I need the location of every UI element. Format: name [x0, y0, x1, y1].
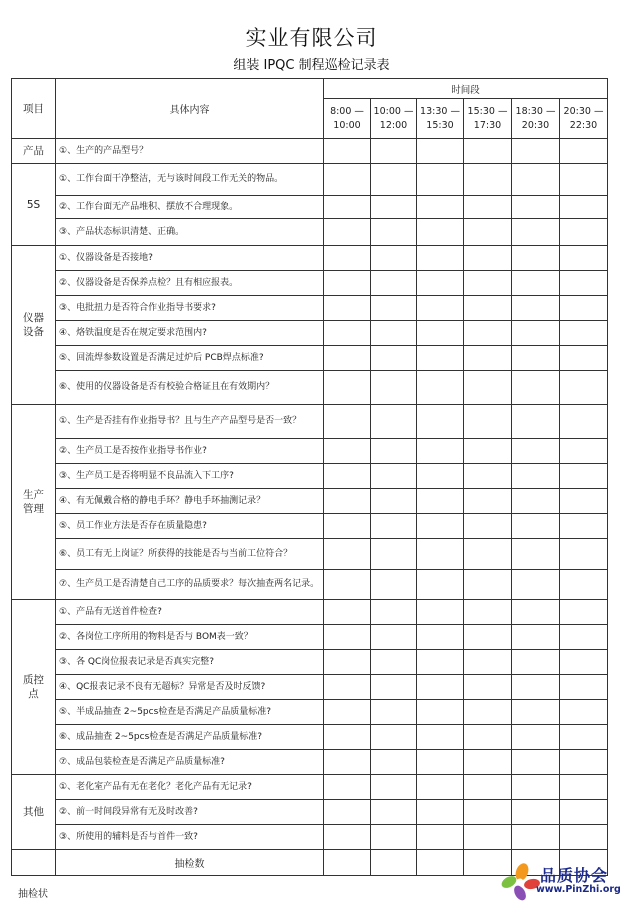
record-cell[interactable] [560, 625, 608, 650]
check-item: ②、前一时间段异常有无及时改善? [56, 800, 324, 825]
record-cell[interactable] [560, 775, 608, 800]
check-item: ⑦、成品包装检查是否满足产品质量标准? [56, 750, 324, 775]
record-cell[interactable] [512, 625, 560, 650]
check-item: ④、QC报表记录不良有无超标？异常是否及时反馈? [56, 675, 324, 700]
record-cell[interactable] [417, 775, 464, 800]
record-cell[interactable] [560, 321, 608, 346]
time-slot: 15:30 — 17:30 [464, 99, 512, 139]
record-cell[interactable] [512, 725, 560, 750]
record-cell[interactable] [371, 625, 417, 650]
record-cell[interactable] [371, 570, 417, 600]
record-cell[interactable] [464, 271, 512, 296]
record-cell[interactable] [560, 600, 608, 625]
table-row [12, 625, 608, 650]
section-label [12, 139, 56, 164]
section-label-text: 其他 [23, 806, 44, 818]
record-cell[interactable] [560, 514, 608, 539]
record-cell[interactable] [417, 570, 464, 600]
record-cell[interactable] [512, 539, 560, 570]
record-cell[interactable] [324, 825, 371, 850]
record-cell[interactable] [560, 489, 608, 514]
record-cell[interactable] [464, 246, 512, 271]
record-cell[interactable] [417, 405, 464, 439]
record-cell[interactable] [371, 514, 417, 539]
record-cell[interactable] [512, 164, 560, 196]
record-cell[interactable] [417, 725, 464, 750]
check-item: ①、生产是否挂有作业指导书？且与生产产品型号是否一致？ [56, 405, 324, 439]
record-cell[interactable] [371, 775, 417, 800]
record-cell[interactable] [560, 725, 608, 750]
section-label [12, 775, 56, 850]
check-item: ①、生产的产品型号？ [56, 139, 324, 164]
record-cell[interactable] [560, 650, 608, 675]
record-cell[interactable] [417, 539, 464, 570]
record-cell[interactable] [324, 700, 371, 725]
record-cell[interactable] [560, 196, 608, 219]
table-row [12, 321, 608, 346]
record-cell[interactable] [371, 164, 417, 196]
table-row [12, 750, 608, 775]
record-cell[interactable] [417, 600, 464, 625]
check-item: ⑥、员工有无上岗证？所获得的技能是否与当前工位符合？ [56, 539, 324, 570]
record-cell[interactable] [324, 775, 371, 800]
record-cell[interactable] [417, 675, 464, 700]
check-item: ⑥、成品抽查 2~5pcs检查是否满足产品质量标准? [56, 725, 324, 750]
record-cell[interactable] [417, 489, 464, 514]
table-row [12, 514, 608, 539]
section-label [12, 600, 56, 775]
table-row [12, 346, 608, 371]
table-row [12, 600, 608, 625]
record-cell[interactable] [324, 489, 371, 514]
record-cell[interactable] [512, 489, 560, 514]
table-row [12, 675, 608, 700]
record-cell[interactable] [560, 405, 608, 439]
table-row [12, 489, 608, 514]
record-cell[interactable] [417, 439, 464, 464]
section-label-text: 产品 [23, 145, 44, 157]
record-cell[interactable] [371, 196, 417, 219]
record-cell[interactable] [417, 271, 464, 296]
section-label [12, 405, 56, 600]
table-row [12, 650, 608, 675]
record-cell[interactable] [464, 675, 512, 700]
record-cell[interactable] [464, 800, 512, 825]
record-cell[interactable] [560, 539, 608, 570]
table-row [12, 464, 608, 489]
record-cell[interactable] [371, 600, 417, 625]
check-item: ②、生产员工是否按作业指导书作业? [56, 439, 324, 464]
table-row [12, 296, 608, 321]
table-row [12, 725, 608, 750]
record-cell[interactable] [464, 405, 512, 439]
record-cell[interactable] [417, 196, 464, 219]
record-cell[interactable] [417, 464, 464, 489]
record-cell[interactable] [464, 650, 512, 675]
record-cell[interactable] [324, 725, 371, 750]
record-cell[interactable] [464, 539, 512, 570]
check-item: ⑤、回流焊参数设置是否满足过炉后 PCB焊点标准? [56, 346, 324, 371]
inspection-table [11, 78, 608, 876]
record-cell[interactable] [512, 775, 560, 800]
record-cell[interactable] [417, 825, 464, 850]
table-row [12, 164, 608, 196]
record-cell[interactable] [324, 164, 371, 196]
record-cell[interactable] [464, 164, 512, 196]
check-item: ⑦、生产员工是否清楚自己工序的品质要求？每次抽查两名记录。 [56, 570, 324, 600]
record-cell[interactable] [512, 750, 560, 775]
check-item: ③、所使用的辅料是否与首件一致? [56, 825, 324, 850]
record-cell[interactable] [324, 514, 371, 539]
record-cell[interactable] [371, 321, 417, 346]
record-cell[interactable] [464, 514, 512, 539]
record-cell[interactable] [417, 164, 464, 196]
record-cell[interactable] [324, 371, 371, 405]
check-item: ①、老化室产品有无在老化？老化产品有无记录? [56, 775, 324, 800]
record-cell[interactable] [512, 321, 560, 346]
section-label-text: 仪器设备 [23, 312, 44, 338]
record-cell[interactable] [464, 625, 512, 650]
sample-count-cell[interactable] [417, 850, 464, 876]
time-slot: 18:30 — 20:30 [512, 99, 560, 139]
record-cell[interactable] [371, 700, 417, 725]
record-cell[interactable] [324, 675, 371, 700]
record-cell[interactable] [324, 750, 371, 775]
record-cell[interactable] [371, 271, 417, 296]
table-row [12, 371, 608, 405]
record-cell[interactable] [512, 346, 560, 371]
record-cell[interactable] [560, 800, 608, 825]
record-cell[interactable] [512, 139, 560, 164]
record-cell[interactable] [512, 371, 560, 405]
record-cell[interactable] [417, 346, 464, 371]
check-item: ①、产品有无送首件检查? [56, 600, 324, 625]
record-cell[interactable] [512, 650, 560, 675]
record-cell[interactable] [512, 246, 560, 271]
footer-note: 抽检状 [18, 889, 48, 900]
record-cell[interactable] [324, 570, 371, 600]
table-row [12, 196, 608, 219]
record-cell[interactable] [560, 825, 608, 850]
logo-url: www.PinZhi.org [536, 884, 621, 895]
section-label [12, 164, 56, 246]
record-cell[interactable] [464, 296, 512, 321]
record-cell[interactable] [512, 800, 560, 825]
record-cell[interactable] [560, 296, 608, 321]
record-cell[interactable] [464, 750, 512, 775]
record-cell[interactable] [560, 271, 608, 296]
record-cell[interactable] [560, 750, 608, 775]
sample-count-label: 抽检数 [56, 850, 324, 876]
section-label-text: 生产管理 [23, 489, 44, 515]
record-cell[interactable] [371, 650, 417, 675]
record-cell[interactable] [417, 219, 464, 246]
record-cell[interactable] [417, 139, 464, 164]
record-cell[interactable] [560, 700, 608, 725]
header-item: 项目 [12, 79, 56, 139]
table-row [12, 439, 608, 464]
record-cell[interactable] [371, 296, 417, 321]
record-cell[interactable] [464, 600, 512, 625]
record-cell[interactable] [512, 514, 560, 539]
record-cell[interactable] [512, 825, 560, 850]
record-cell[interactable] [512, 439, 560, 464]
record-cell[interactable] [512, 296, 560, 321]
record-cell[interactable] [560, 139, 608, 164]
table-row [12, 825, 608, 850]
check-item: ④、烙铁温度是否在规定要求范围内? [56, 321, 324, 346]
record-cell[interactable] [464, 725, 512, 750]
record-cell[interactable] [417, 321, 464, 346]
time-slot: 10:00 — 12:00 [371, 99, 417, 139]
pinzhi-logo [500, 862, 620, 904]
record-cell[interactable] [560, 570, 608, 600]
check-item: ③、各 QC岗位报表记录是否真实完整? [56, 650, 324, 675]
record-cell[interactable] [560, 219, 608, 246]
record-cell[interactable] [464, 139, 512, 164]
section-label [12, 246, 56, 405]
check-item: ①、仪器设备是否接地? [56, 246, 324, 271]
table-row [12, 800, 608, 825]
record-cell[interactable] [512, 196, 560, 219]
record-cell[interactable] [512, 675, 560, 700]
record-cell[interactable] [464, 700, 512, 725]
table-row [12, 139, 608, 164]
record-cell[interactable] [324, 625, 371, 650]
check-item: ③、生产员工是否将明显不良品流入下工序? [56, 464, 324, 489]
record-cell[interactable] [417, 625, 464, 650]
check-item: ③、电批扭力是否符合作业指导书要求? [56, 296, 324, 321]
record-cell[interactable] [417, 246, 464, 271]
record-cell[interactable] [560, 439, 608, 464]
record-cell[interactable] [464, 825, 512, 850]
record-cell[interactable] [512, 700, 560, 725]
record-cell[interactable] [371, 825, 417, 850]
record-cell[interactable] [371, 346, 417, 371]
record-cell[interactable] [371, 371, 417, 405]
record-cell[interactable] [371, 800, 417, 825]
check-item: ③、产品状态标识清楚、正确。 [56, 219, 324, 246]
record-cell[interactable] [371, 725, 417, 750]
record-cell[interactable] [417, 750, 464, 775]
table-row [12, 246, 608, 271]
header-row [12, 79, 608, 99]
record-cell[interactable] [560, 346, 608, 371]
check-item: ②、仪器设备是否保养点检？且有相应报表。 [56, 271, 324, 296]
record-cell[interactable] [371, 246, 417, 271]
record-cell[interactable] [512, 570, 560, 600]
table-row [12, 570, 608, 600]
record-cell[interactable] [371, 675, 417, 700]
table-row [12, 219, 608, 246]
logo-name: 品质协会 [540, 866, 609, 885]
check-item: ②、各岗位工序所用的物料是否与 BOM表一致？ [56, 625, 324, 650]
record-cell[interactable] [324, 246, 371, 271]
record-cell[interactable] [371, 489, 417, 514]
time-slot: 20:30 — 22:30 [560, 99, 608, 139]
record-cell[interactable] [324, 539, 371, 570]
record-cell[interactable] [324, 439, 371, 464]
record-cell[interactable] [417, 800, 464, 825]
record-cell[interactable] [512, 405, 560, 439]
record-cell[interactable] [417, 650, 464, 675]
record-cell[interactable] [324, 139, 371, 164]
sample-count-cell[interactable] [371, 850, 417, 876]
record-cell[interactable] [324, 600, 371, 625]
table-row [12, 271, 608, 296]
record-cell[interactable] [512, 219, 560, 246]
record-cell[interactable] [464, 489, 512, 514]
record-cell[interactable] [512, 464, 560, 489]
flower-logo-icon [500, 862, 540, 902]
time-slot: 8:00 — 10:00 [324, 99, 371, 139]
section-label-text: 5S [26, 198, 41, 211]
record-cell[interactable] [560, 164, 608, 196]
check-item: ⑤、员工作业方法是否存在质量隐患? [56, 514, 324, 539]
table-row [12, 405, 608, 439]
record-cell[interactable] [324, 296, 371, 321]
record-cell[interactable] [371, 219, 417, 246]
table-row [12, 700, 608, 725]
record-cell[interactable] [464, 196, 512, 219]
record-cell[interactable] [512, 600, 560, 625]
header-period: 时间段 [324, 79, 608, 99]
record-cell[interactable] [324, 405, 371, 439]
sample-count-blank [12, 850, 56, 876]
check-item: ①、工作台面干净整洁，无与该时间段工作无关的物品。 [56, 164, 324, 196]
record-cell[interactable] [560, 371, 608, 405]
record-cell[interactable] [417, 371, 464, 405]
record-cell[interactable] [324, 464, 371, 489]
check-item: ⑥、使用的仪器设备是否有校验合格证且在有效期内？ [56, 371, 324, 405]
check-item: ④、有无佩戴合格的静电手环？静电手环抽测记录？ [56, 489, 324, 514]
record-cell[interactable] [417, 296, 464, 321]
record-cell[interactable] [417, 514, 464, 539]
section-label-text: 质控点 [23, 674, 44, 700]
record-cell[interactable] [371, 539, 417, 570]
check-item: ②、工作台面无产品堆积、摆放不合理现象。 [56, 196, 324, 219]
record-cell[interactable] [324, 219, 371, 246]
record-cell[interactable] [464, 371, 512, 405]
table-row [12, 775, 608, 800]
record-cell[interactable] [464, 570, 512, 600]
record-cell[interactable] [464, 321, 512, 346]
header-content: 具体内容 [56, 79, 324, 139]
record-cell[interactable] [464, 346, 512, 371]
check-item: ⑤、半成品抽查 2~5pcs检查是否满足产品质量标准? [56, 700, 324, 725]
record-cell[interactable] [417, 700, 464, 725]
record-cell[interactable] [464, 219, 512, 246]
record-cell[interactable] [324, 321, 371, 346]
record-cell[interactable] [371, 464, 417, 489]
form-title: 组装 IPQC 制程巡检记录表 [233, 58, 390, 73]
sample-count-cell[interactable] [324, 850, 371, 876]
record-cell[interactable] [560, 675, 608, 700]
record-cell[interactable] [464, 464, 512, 489]
record-cell[interactable] [464, 439, 512, 464]
record-cell[interactable] [324, 800, 371, 825]
record-cell[interactable] [324, 650, 371, 675]
record-cell[interactable] [324, 346, 371, 371]
record-cell[interactable] [560, 246, 608, 271]
record-cell[interactable] [371, 139, 417, 164]
record-cell[interactable] [464, 775, 512, 800]
record-cell[interactable] [512, 271, 560, 296]
time-slot: 13:30 — 15:30 [417, 99, 464, 139]
company-name: 实业有限公司 [245, 26, 378, 50]
table-row [12, 539, 608, 570]
record-cell[interactable] [560, 464, 608, 489]
record-cell[interactable] [371, 405, 417, 439]
record-cell[interactable] [324, 196, 371, 219]
record-cell[interactable] [324, 271, 371, 296]
record-cell[interactable] [371, 439, 417, 464]
record-cell[interactable] [371, 750, 417, 775]
